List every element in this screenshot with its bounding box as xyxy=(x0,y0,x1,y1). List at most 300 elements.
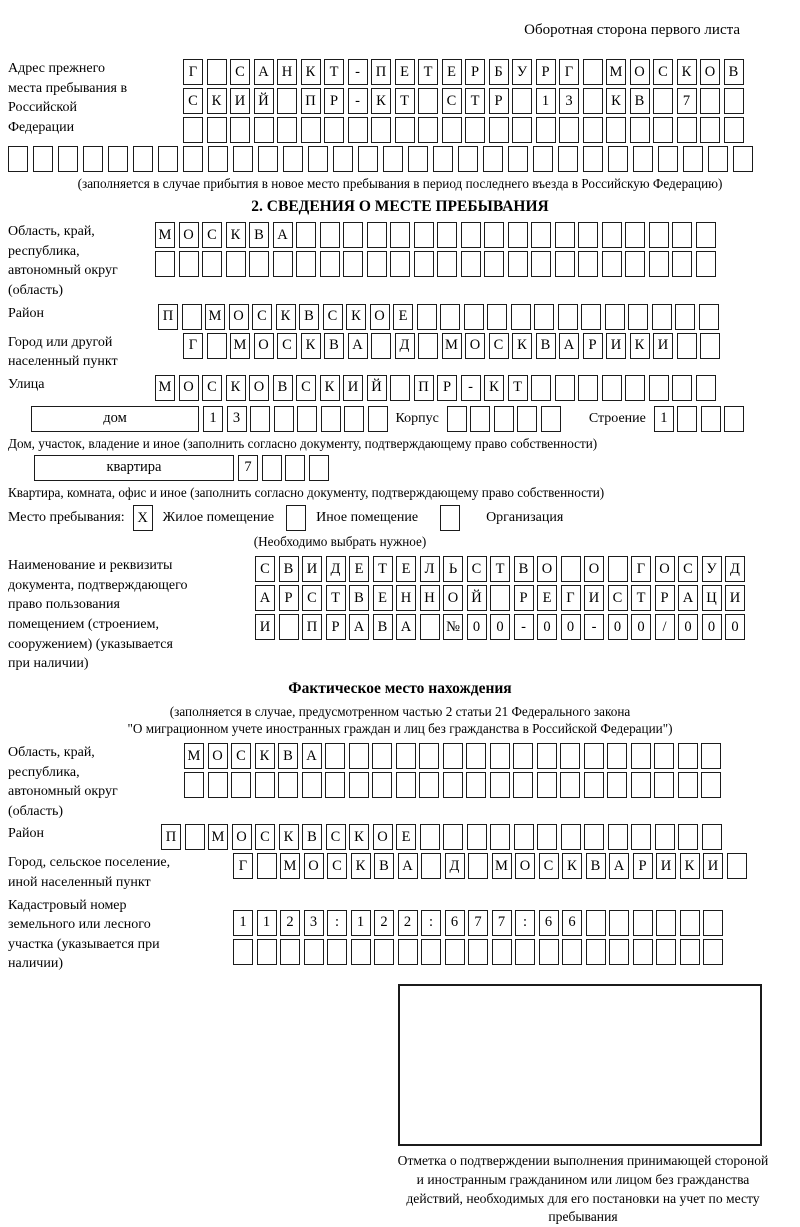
stroenie-cells xyxy=(654,406,745,432)
char-box xyxy=(649,251,669,277)
char-box xyxy=(677,406,697,432)
char-box xyxy=(555,222,575,248)
char-box xyxy=(277,88,297,114)
char-box xyxy=(257,853,277,879)
char-box: О xyxy=(208,743,228,769)
char-box: С xyxy=(255,824,275,850)
char-box xyxy=(349,743,369,769)
char-box: 1 xyxy=(257,910,277,936)
char-box: Т xyxy=(465,88,485,114)
kadastr-label: Кадастровый номер земельного или лесного участка (указывается при наличии) xyxy=(8,897,160,972)
char-box xyxy=(301,117,321,143)
char-box xyxy=(702,824,722,850)
char-box: В xyxy=(278,743,298,769)
char-box: / xyxy=(655,614,675,640)
char-box: К xyxy=(320,375,340,401)
char-box: Р xyxy=(324,88,344,114)
char-box xyxy=(631,772,651,798)
char-box xyxy=(372,772,392,798)
char-box xyxy=(631,743,651,769)
char-box: С xyxy=(255,556,275,582)
char-box xyxy=(508,222,528,248)
char-box: - xyxy=(348,59,368,85)
char-box: 3 xyxy=(227,406,247,432)
char-box xyxy=(183,146,203,172)
char-box: О xyxy=(515,853,535,879)
char-box xyxy=(349,772,369,798)
char-box xyxy=(419,743,439,769)
char-box xyxy=(602,222,622,248)
char-box xyxy=(408,146,428,172)
char-box xyxy=(108,146,128,172)
char-box xyxy=(654,743,674,769)
char-box xyxy=(680,910,700,936)
char-box: О xyxy=(232,824,252,850)
char-box: В xyxy=(249,222,269,248)
char-box xyxy=(490,743,510,769)
char-box: М xyxy=(442,333,462,359)
char-box xyxy=(255,772,275,798)
char-box: Р xyxy=(633,853,653,879)
fact-oblast-row-1 xyxy=(184,743,721,769)
char-box xyxy=(492,939,512,965)
char-box: О xyxy=(254,333,274,359)
char-box xyxy=(447,406,467,432)
char-box: С xyxy=(202,375,222,401)
fact-subtitle-2: "О миграционном учете иностранных граждан и лиц без гражданства в Российской Федерации") xyxy=(127,720,673,736)
char-box xyxy=(625,375,645,401)
char-box xyxy=(396,743,416,769)
char-box: Р xyxy=(326,614,346,640)
char-box xyxy=(433,146,453,172)
char-box xyxy=(578,375,598,401)
fact-gorod-row xyxy=(233,853,747,879)
char-box xyxy=(537,772,557,798)
char-box: Е xyxy=(537,585,557,611)
char-box: К xyxy=(512,333,532,359)
char-box xyxy=(508,251,528,277)
char-box: Т xyxy=(508,375,528,401)
char-box xyxy=(155,251,175,277)
char-box: К xyxy=(346,304,366,330)
char-box: Т xyxy=(326,585,346,611)
char-box xyxy=(348,117,368,143)
char-box: М xyxy=(155,222,175,248)
char-box: С xyxy=(296,375,316,401)
section2-title: 2. СВЕДЕНИЯ О МЕСТЕ ПРЕБЫВАНИЯ xyxy=(251,198,549,216)
char-box xyxy=(249,251,269,277)
char-box xyxy=(561,824,581,850)
char-box xyxy=(484,251,504,277)
char-box: С xyxy=(678,556,698,582)
char-box xyxy=(578,222,598,248)
char-box: С xyxy=(608,585,628,611)
char-box xyxy=(514,824,534,850)
char-box xyxy=(468,853,488,879)
char-box xyxy=(466,743,486,769)
gorod-label: Город или другой населенный пункт xyxy=(8,334,118,370)
char-box: 2 xyxy=(280,910,300,936)
char-box: О xyxy=(630,59,650,85)
char-box xyxy=(578,251,598,277)
char-box xyxy=(513,743,533,769)
dom-row xyxy=(31,406,792,432)
char-box xyxy=(672,251,692,277)
char-box xyxy=(724,117,744,143)
char-box: В xyxy=(279,556,299,582)
char-box xyxy=(602,251,622,277)
char-box xyxy=(562,939,582,965)
char-box: В xyxy=(349,585,369,611)
oblast-row-1 xyxy=(155,222,716,248)
char-box xyxy=(677,117,697,143)
char-box xyxy=(633,939,653,965)
char-box: А xyxy=(255,585,275,611)
char-box xyxy=(675,304,695,330)
char-box xyxy=(470,406,490,432)
char-box: К xyxy=(301,333,321,359)
char-box: Е xyxy=(373,585,393,611)
char-box xyxy=(133,146,153,172)
char-box xyxy=(583,59,603,85)
prev-address-block xyxy=(8,59,792,143)
raion-row xyxy=(158,304,719,330)
char-box: П xyxy=(158,304,178,330)
char-box xyxy=(367,222,387,248)
char-box xyxy=(533,146,553,172)
char-box xyxy=(417,304,437,330)
char-box xyxy=(207,333,227,359)
char-box xyxy=(395,117,415,143)
char-box xyxy=(383,146,403,172)
char-box: И xyxy=(703,853,723,879)
ulitsa-row xyxy=(155,375,716,401)
char-box: С xyxy=(302,585,322,611)
char-box: А xyxy=(273,222,293,248)
dom-box: дом xyxy=(31,406,199,432)
char-box: Н xyxy=(277,59,297,85)
char-box xyxy=(558,146,578,172)
char-box xyxy=(421,939,441,965)
char-box xyxy=(700,88,720,114)
char-box xyxy=(628,304,648,330)
char-box xyxy=(297,406,317,432)
raion-field xyxy=(8,304,792,330)
char-box xyxy=(321,406,341,432)
fact-raion-field xyxy=(8,824,792,850)
char-box xyxy=(443,743,463,769)
char-box: Г xyxy=(561,585,581,611)
char-box: Е xyxy=(442,59,462,85)
char-box: И xyxy=(725,585,745,611)
char-box xyxy=(531,222,551,248)
char-box xyxy=(374,939,394,965)
char-box xyxy=(445,939,465,965)
char-box xyxy=(83,146,103,172)
char-box xyxy=(633,910,653,936)
prev-address-note: (заполняется в случае прибытия в новое место пребывания в период последнего въезда в Российскую Федерацию) xyxy=(77,176,723,191)
char-box: 0 xyxy=(678,614,698,640)
char-box xyxy=(58,146,78,172)
char-box: 1 xyxy=(654,406,674,432)
char-box: С xyxy=(252,304,272,330)
char-box: Е xyxy=(396,556,416,582)
char-box: В xyxy=(373,614,393,640)
char-box xyxy=(561,556,581,582)
char-box: М xyxy=(208,824,228,850)
fact-oblast-row-2 xyxy=(184,772,721,798)
char-box: Ц xyxy=(702,585,722,611)
char-box xyxy=(724,406,744,432)
char-box xyxy=(233,146,253,172)
char-box: 0 xyxy=(608,614,628,640)
oblast-field xyxy=(8,222,792,300)
char-box: У xyxy=(702,556,722,582)
char-box xyxy=(701,743,721,769)
char-box: А xyxy=(609,853,629,879)
char-box xyxy=(351,939,371,965)
char-box xyxy=(333,146,353,172)
char-box: Д xyxy=(725,556,745,582)
char-box xyxy=(680,939,700,965)
char-box: О xyxy=(304,853,324,879)
char-box xyxy=(608,146,628,172)
char-box xyxy=(273,251,293,277)
char-box: С xyxy=(183,88,203,114)
char-box xyxy=(490,772,510,798)
char-box: С xyxy=(323,304,343,330)
char-box xyxy=(327,939,347,965)
char-box xyxy=(233,939,253,965)
char-box: Т xyxy=(324,59,344,85)
char-box xyxy=(724,88,744,114)
char-box: В xyxy=(374,853,394,879)
document-row-2 xyxy=(255,585,745,611)
char-box: И xyxy=(255,614,275,640)
char-box: Г xyxy=(183,333,203,359)
char-box: Г xyxy=(233,853,253,879)
char-box xyxy=(541,406,561,432)
char-box xyxy=(302,772,322,798)
char-box: Б xyxy=(489,59,509,85)
char-box: № xyxy=(443,614,463,640)
char-box: С xyxy=(442,88,462,114)
char-box xyxy=(250,406,270,432)
char-box xyxy=(277,117,297,143)
char-box: Ь xyxy=(443,556,463,582)
char-box: - xyxy=(584,614,604,640)
ulitsa-field xyxy=(8,375,792,401)
char-box xyxy=(633,146,653,172)
char-box: Т xyxy=(631,585,651,611)
char-box: М xyxy=(205,304,225,330)
char-box xyxy=(461,222,481,248)
char-box xyxy=(656,939,676,965)
mesto-label: Место пребывания: xyxy=(8,510,125,526)
char-box xyxy=(703,910,723,936)
char-box xyxy=(727,853,747,879)
char-box: М xyxy=(606,59,626,85)
char-box xyxy=(421,853,441,879)
char-box: 1 xyxy=(203,406,223,432)
char-box: С xyxy=(230,59,250,85)
char-box: М xyxy=(184,743,204,769)
char-box xyxy=(320,251,340,277)
char-box: О xyxy=(370,304,390,330)
char-box xyxy=(464,304,484,330)
stroenie-label: Строение xyxy=(588,410,646,426)
char-box: О xyxy=(465,333,485,359)
char-box: С xyxy=(653,59,673,85)
char-box: О xyxy=(249,375,269,401)
char-box xyxy=(179,251,199,277)
kvartira-box: квартира xyxy=(34,455,234,481)
char-box: 1 xyxy=(536,88,556,114)
char-box xyxy=(652,304,672,330)
char-box xyxy=(560,772,580,798)
char-box: Е xyxy=(396,824,416,850)
char-box xyxy=(609,939,629,965)
char-box: С xyxy=(326,824,346,850)
organizatsiya-label: Организация xyxy=(486,510,564,526)
fact-subtitle-1: (заполняется в случае, предусмотренном частью 2 статьи 21 Федерального закона xyxy=(169,703,631,719)
char-box xyxy=(437,251,457,277)
char-box: В xyxy=(630,88,650,114)
char-box xyxy=(560,743,580,769)
char-box xyxy=(701,772,721,798)
char-box xyxy=(584,743,604,769)
char-box xyxy=(296,251,316,277)
char-box xyxy=(283,146,303,172)
char-box: Д xyxy=(395,333,415,359)
char-box: 0 xyxy=(561,614,581,640)
char-box: С xyxy=(467,556,487,582)
char-box xyxy=(581,304,601,330)
char-box xyxy=(678,772,698,798)
char-box: В xyxy=(514,556,534,582)
char-box xyxy=(609,910,629,936)
dom-note: Дом, участок, владение и иное (заполнить согласно документу, подтверждающему право собственности) xyxy=(8,435,598,451)
char-box: 2 xyxy=(398,910,418,936)
char-box: Й xyxy=(367,375,387,401)
char-box: 1 xyxy=(351,910,371,936)
char-box xyxy=(537,824,557,850)
char-box: А xyxy=(302,743,322,769)
char-box xyxy=(296,222,316,248)
char-box xyxy=(158,146,178,172)
char-box xyxy=(700,117,720,143)
char-box xyxy=(443,824,463,850)
char-box xyxy=(33,146,53,172)
char-box xyxy=(285,455,305,481)
document-row-3 xyxy=(255,614,745,640)
char-box: Р xyxy=(465,59,485,85)
char-box xyxy=(699,304,719,330)
char-box xyxy=(231,772,251,798)
char-box xyxy=(320,222,340,248)
char-box xyxy=(467,824,487,850)
char-box xyxy=(304,939,324,965)
char-box xyxy=(396,772,416,798)
char-box: С xyxy=(539,853,559,879)
korpus-cells xyxy=(447,406,561,432)
char-box: К xyxy=(606,88,626,114)
char-box xyxy=(358,146,378,172)
char-box xyxy=(420,614,440,640)
char-box: П xyxy=(414,375,434,401)
fact-title: Фактическое место нахождения xyxy=(288,679,512,697)
fact-raion-row xyxy=(161,824,722,850)
ulitsa-label: Улица xyxy=(8,376,45,392)
fact-gorod-field xyxy=(8,853,792,892)
char-box xyxy=(653,88,673,114)
char-box xyxy=(254,117,274,143)
char-box xyxy=(257,939,277,965)
char-box xyxy=(517,406,537,432)
organizatsiya-checkbox xyxy=(440,505,460,531)
stamp-caption: Отметка о подтверждении выполнения принимающей стороной и иностранным гражданином или лицом без гражданства действий, необходимых для его постановки на учет по месту пребывания xyxy=(397,1153,769,1225)
char-box: К xyxy=(301,59,321,85)
char-box: О xyxy=(179,375,199,401)
char-box: 0 xyxy=(702,614,722,640)
char-box: Е xyxy=(349,556,369,582)
char-box xyxy=(458,146,478,172)
char-box xyxy=(678,824,698,850)
char-box: : xyxy=(327,910,347,936)
char-box: О xyxy=(179,222,199,248)
char-box: М xyxy=(492,853,512,879)
char-box xyxy=(419,772,439,798)
char-box xyxy=(308,146,328,172)
char-box xyxy=(484,222,504,248)
char-box: Р xyxy=(536,59,556,85)
char-box: И xyxy=(230,88,250,114)
char-box: 6 xyxy=(445,910,465,936)
char-box xyxy=(653,117,673,143)
mesto-prebyvaniya-row xyxy=(8,505,792,531)
char-box: П xyxy=(302,614,322,640)
char-box xyxy=(631,824,651,850)
document-row-1 xyxy=(255,556,745,582)
char-box: О xyxy=(443,585,463,611)
char-box: 0 xyxy=(725,614,745,640)
char-box xyxy=(515,939,535,965)
char-box xyxy=(183,117,203,143)
char-box: О xyxy=(700,59,720,85)
char-box: М xyxy=(230,333,250,359)
char-box xyxy=(508,146,528,172)
char-box xyxy=(371,117,391,143)
char-box: О xyxy=(655,556,675,582)
char-box xyxy=(649,375,669,401)
char-box xyxy=(656,910,676,936)
char-box xyxy=(555,375,575,401)
char-box: С xyxy=(489,333,509,359)
char-box: В xyxy=(324,333,344,359)
char-box xyxy=(461,251,481,277)
char-box: Л xyxy=(420,556,440,582)
prev-address-row-4 xyxy=(8,146,792,172)
char-box: Г xyxy=(631,556,651,582)
char-box xyxy=(324,117,344,143)
char-box xyxy=(325,772,345,798)
char-box: А xyxy=(349,614,369,640)
char-box xyxy=(608,824,628,850)
char-box: М xyxy=(280,853,300,879)
char-box: П xyxy=(161,824,181,850)
char-box xyxy=(420,824,440,850)
inoe-label: Иное помещение xyxy=(316,510,419,526)
